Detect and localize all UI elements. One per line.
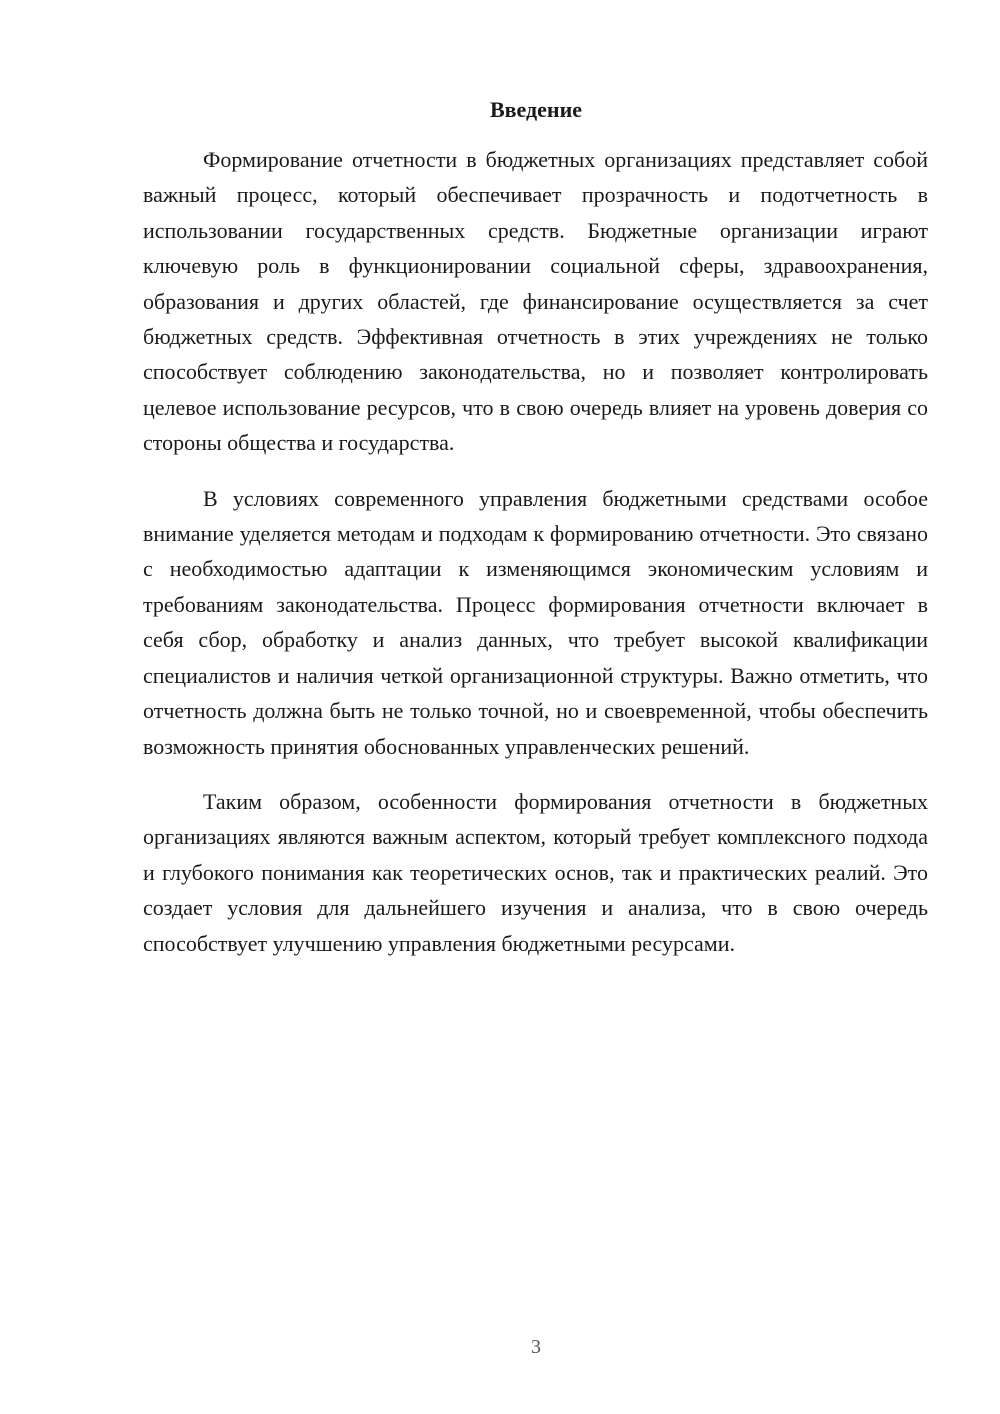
paragraph-1: Формирование отчетности в бюджетных организациях представляет собой важный процесс, который обеспечивает прозрачность и подотчетность в использовании государственных средств. Бюджетные организации играют ключевую роль в функционировании социальной сферы, здравоохранения, образования и других областей, где финансирование осуществляется за счет бюджетных средств. Эффективная отчетность в этих учреждениях не только способствует соблюдению законодательства, но и позволяет контролировать целевое использование ресурсов, что в свою очередь влияет на уровень доверия со стороны общества и государства. [143,147,928,456]
paragraph-3: Таким образом, особенности формирования отчетности в бюджетных организациях являются важным аспектом, который требует комплексного подхода и глубокого понимания как теоретических основ, так и практических реалий. Это создает условия для дальнейшего изучения и анализа, что в свою очередь способствует улучшению управления бюджетными ресурсами. [143,788,928,956]
section-title: Введение [489,97,583,122]
page-number: 3 [531,1336,541,1358]
paragraph-2: В условиях современного управления бюджетными средствами особое внимание уделяется методам и подходам к формированию отчетности. Это связано с необходимостью адаптации к изменяющимся экономическим условиям и требованиям законодательства. Процесс формирования отчетности включает в себя сбор, обработку и анализ данных, что требует высокой квалификации специалистов и наличия четкой организационной структуры. Важно отметить, что отчетность должна быть не только точной, но и своевременной, чтобы обеспечить возможность принятия обоснованных управленческих решений. [143,485,928,759]
body-text [143,142,928,961]
